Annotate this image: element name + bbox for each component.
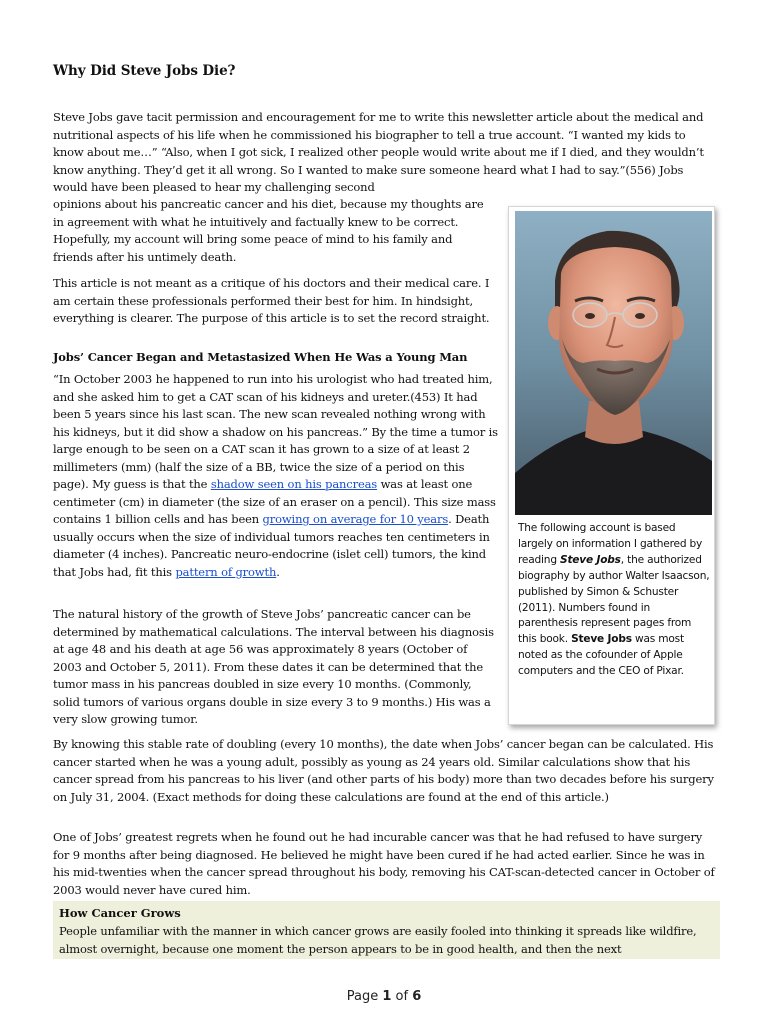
intro-paragraph-continued: opinions about his pancreatic cancer and his diet, because my thoughts are in agreement with what he intuitively and factually knew to be correct. Hopefully, my account will bring some peace of mind to his family and friends after his untimely death. [53, 197, 484, 264]
ct-scan-paragraph [53, 371, 502, 581]
growth-calculation-paragraph: The natural history of the growth of Steve Jobs’ pancreatic cancer can be determined by mathematical calculations. The interval between his diagnosis at age 48 and his death at age 56 was approximately 8 years (October of 2003 and October 5, 2011). From these dates it can be determined that the tumor mass in his pancreas doubled in size every 10 months. (Commonly, solid tumors of various organs double in size every 3 to 9 months.) His was a very slow growing tumor. [53, 607, 494, 726]
caption-text: , the authorized biography by author Walter Isaacson, published by Simon & Schuster (2011). Numbers found in parenthesis represent pages from this book. [518, 553, 710, 646]
caption-name: Steve Jobs [571, 633, 632, 646]
text-run: . Death usually occurs when the size of individual tumors reaches ten centimeters in diameter (4 inches). Pancreatic neuro-endocrine (islet cell) tumors, the kind that Jobs had, fit this [53, 512, 490, 579]
portrait-figure [508, 206, 715, 725]
regrets-paragraph: One of Jobs’ greatest regrets when he found out he had incurable cancer was that he had refused to have surgery for 9 months after being diagnosed. He believed he might have been cured if he had acted earlier. Since he was in his mid-twenties when the cancer spread throughout his body, removing his CAT-scan-detected cancer in October of 2003 would never have cured him. [53, 830, 715, 897]
caption-text: was most noted as the cofounder of Apple computers and the CEO of Pixar. [518, 633, 684, 678]
shadow-seen-link[interactable]: shadow seen on his pancreas [210, 477, 378, 491]
doubling-rate-paragraph: By knowing this stable rate of doubling (every 10 months), the date when Jobs’ cancer began can be calculated. His cancer started when he was a young adult, possibly as young as 24 years old. Similar calculations show that his cancer spread from his pancreas to his liver (and other parts of his body) more than two decades before his surgery on July 31, 2004. (Exact methods for doing these calculations are found at the end of this article.) [53, 737, 714, 804]
growing-on-average-link[interactable]: growing on average for 10 years [262, 512, 449, 526]
caption-text: The following account is based largely on information I gathered by reading [518, 522, 703, 566]
text-run: . [276, 564, 280, 579]
intro-paragraph: Steve Jobs gave tacit permission and encouragement for me to write this newsletter article about the medical and nutritional aspects of his life when he commissioned his biographer to tell a true account. “I wanted my kids to know about me…” “Also, when I got sick, I realized other people would write about me if I died, and they wouldn’t know anything. They’d get it all wrong. So I wanted to make sure someone heard what I had to say.”(556) Jobs would have been pleased to hear my challenging second [53, 110, 704, 194]
box-body: People unfamiliar with the manner in which cancer grows are easily fooled into thinking it spreads like wildfire, almost overnight, because one moment the person appears to be in good health, and then the next [59, 924, 697, 956]
section-heading-young-man: Jobs’ Cancer Began and Metastasized When He Was a Young Man [53, 350, 468, 364]
footer-page-label: Page [346, 989, 379, 1004]
caption-book-title: Steve Jobs [560, 553, 621, 566]
how-cancer-grows-box [53, 901, 720, 959]
footer-of-label: of [395, 989, 409, 1004]
disclaimer-paragraph: This article is not meant as a critique of his doctors and their medical care. I am certain these professionals performed their best for him. In hindsight, everything is clearer. The purpose of this article is to set the record straight. [53, 276, 490, 325]
article-title: Why Did Steve Jobs Die? [53, 63, 236, 79]
text-run: was at least one centimeter (cm) in diameter (the size of an eraser on a pencil). This size mass contains 1 billion cells and has been [53, 477, 496, 526]
box-heading: How Cancer Grows [59, 906, 181, 920]
footer-page-number: 1 [382, 989, 392, 1004]
steve-jobs-portrait-image [515, 211, 712, 515]
photo-caption [518, 521, 710, 680]
footer-total-pages: 6 [412, 989, 422, 1004]
page-footer [0, 989, 768, 1004]
text-run: “In October 2003 he happened to run into his urologist who had treated him, and she asked him to get a CAT scan of his kidneys and ureter.(453) It had been 5 years since his last scan. The new scan revealed nothing wrong with his kidneys, but it did show a shadow on his pancreas.” By the time a tumor is large enough to be seen on a CAT scan it has grown to a size of at least 2 millimeters (mm) (half the size of a BB, twice the size of a period on this page). My guess is that the [53, 372, 498, 491]
pattern-of-growth-link[interactable]: pattern of growth [175, 564, 277, 579]
